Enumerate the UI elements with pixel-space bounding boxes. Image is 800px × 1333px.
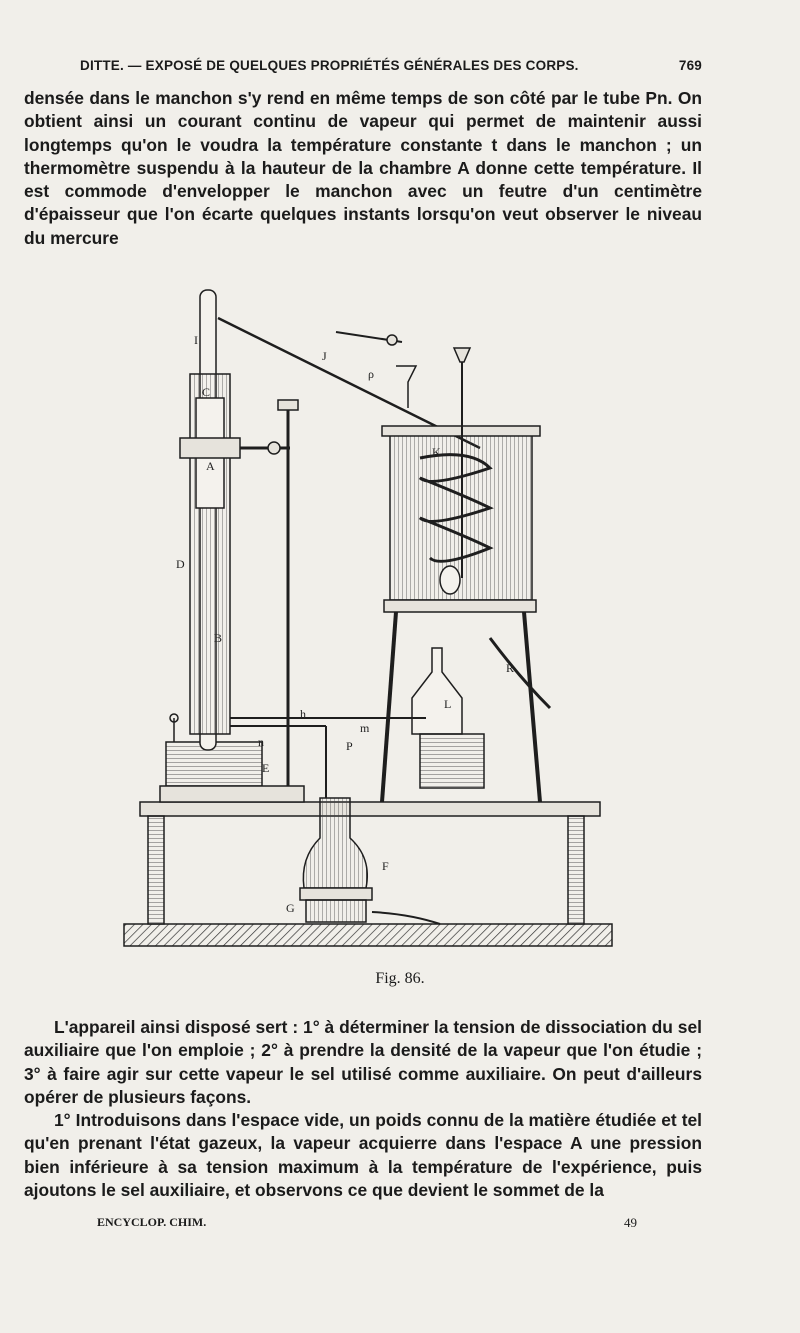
bath-platform (384, 600, 536, 612)
funnel (396, 366, 416, 408)
page-number: 769 (678, 58, 702, 73)
table-top (140, 802, 600, 816)
label-r: R (506, 661, 515, 675)
tube-r (490, 638, 550, 708)
signature-mark: 49 (624, 1215, 637, 1230)
apparatus-figure (110, 278, 630, 958)
running-title: DITTE. — EXPOSÉ DE QUELQUES PROPRIÉTÉS GÉNÉRALES DES CORPS. (80, 58, 579, 73)
jacket-clamp (180, 438, 240, 458)
figure-caption: Fig. 86. (375, 970, 425, 987)
label-g: G (286, 901, 295, 915)
base-floor (124, 924, 612, 946)
top-funnel (454, 348, 470, 362)
stopcock (387, 335, 397, 345)
label-n: n (258, 735, 264, 749)
clamp-screw (268, 442, 280, 454)
label-i: I (194, 333, 198, 347)
apparatus-illustration (110, 278, 630, 958)
label-j: J (322, 349, 327, 363)
label-p: P (346, 739, 353, 753)
label-l: L (444, 697, 452, 711)
label-d: D (176, 557, 185, 571)
label-k: K (432, 445, 441, 459)
label-rho: ρ (368, 367, 374, 381)
label-a: A (206, 459, 215, 473)
label-c: C (202, 385, 211, 399)
bulb (440, 566, 460, 594)
flask-stand (420, 734, 484, 788)
paragraph-top (24, 87, 702, 250)
trough-base (160, 786, 304, 802)
bath-leg-right (524, 612, 540, 802)
page-footer (97, 1215, 637, 1233)
support-rod-top (278, 400, 298, 410)
label-f: F (382, 859, 389, 873)
table-leg-right (568, 816, 584, 924)
burner-g (306, 900, 366, 922)
running-header (80, 58, 702, 80)
burner-top (300, 888, 372, 900)
paragraph-text: densée dans le manchon s'y rend en même temps de son côté par le tube Pn. On obtient ainsi un courant continu de vapeur qui permet de maintenir aussi longtemps qu'on le voudra la température constante t dans le manchon ; un thermomètre suspendu à la hauteur de la chambre A donne cette température. Il est commode d'envelopper le manchon avec un feutre d'un centimètre d'épaisseur que l'on écarte quelques instants lorsqu'on veut observer le niveau du mercure (24, 88, 702, 248)
label-m: m (360, 721, 370, 735)
bath-leg-left (382, 612, 396, 802)
gas-tube (372, 912, 440, 924)
label-h: h (300, 707, 306, 721)
label-b: B (214, 631, 223, 645)
paragraph-method-1: 1° Introduisons dans l'espace vide, un poids connu de la matière étudiée et tel qu'en prenant l'état gazeux, la vapeur acquierre dans l'espace A une pression bien inférieure à sa tension maximum à la température de l'expérience, puis ajoutons le sel auxiliaire, et observons ce que devient le sommet de la (24, 1110, 702, 1201)
flask-l (412, 648, 462, 734)
footer-left: ENCYCLOP. CHIM. (97, 1215, 207, 1229)
paragraph-usage: L'appareil ainsi disposé sert : 1° à déterminer la tension de dissociation du sel auxiliaire que l'on emploie ; 2° à prendre la densité de la vapeur que l'on étudie ; 3° à faire agir sur cette vapeur le sel utilisé comme auxiliaire. On peut d'ailleurs opérer de plusieurs façons. (24, 1017, 702, 1107)
paragraphs-bottom (24, 1016, 702, 1202)
label-e: E (262, 761, 270, 775)
table-leg-left (148, 816, 164, 924)
